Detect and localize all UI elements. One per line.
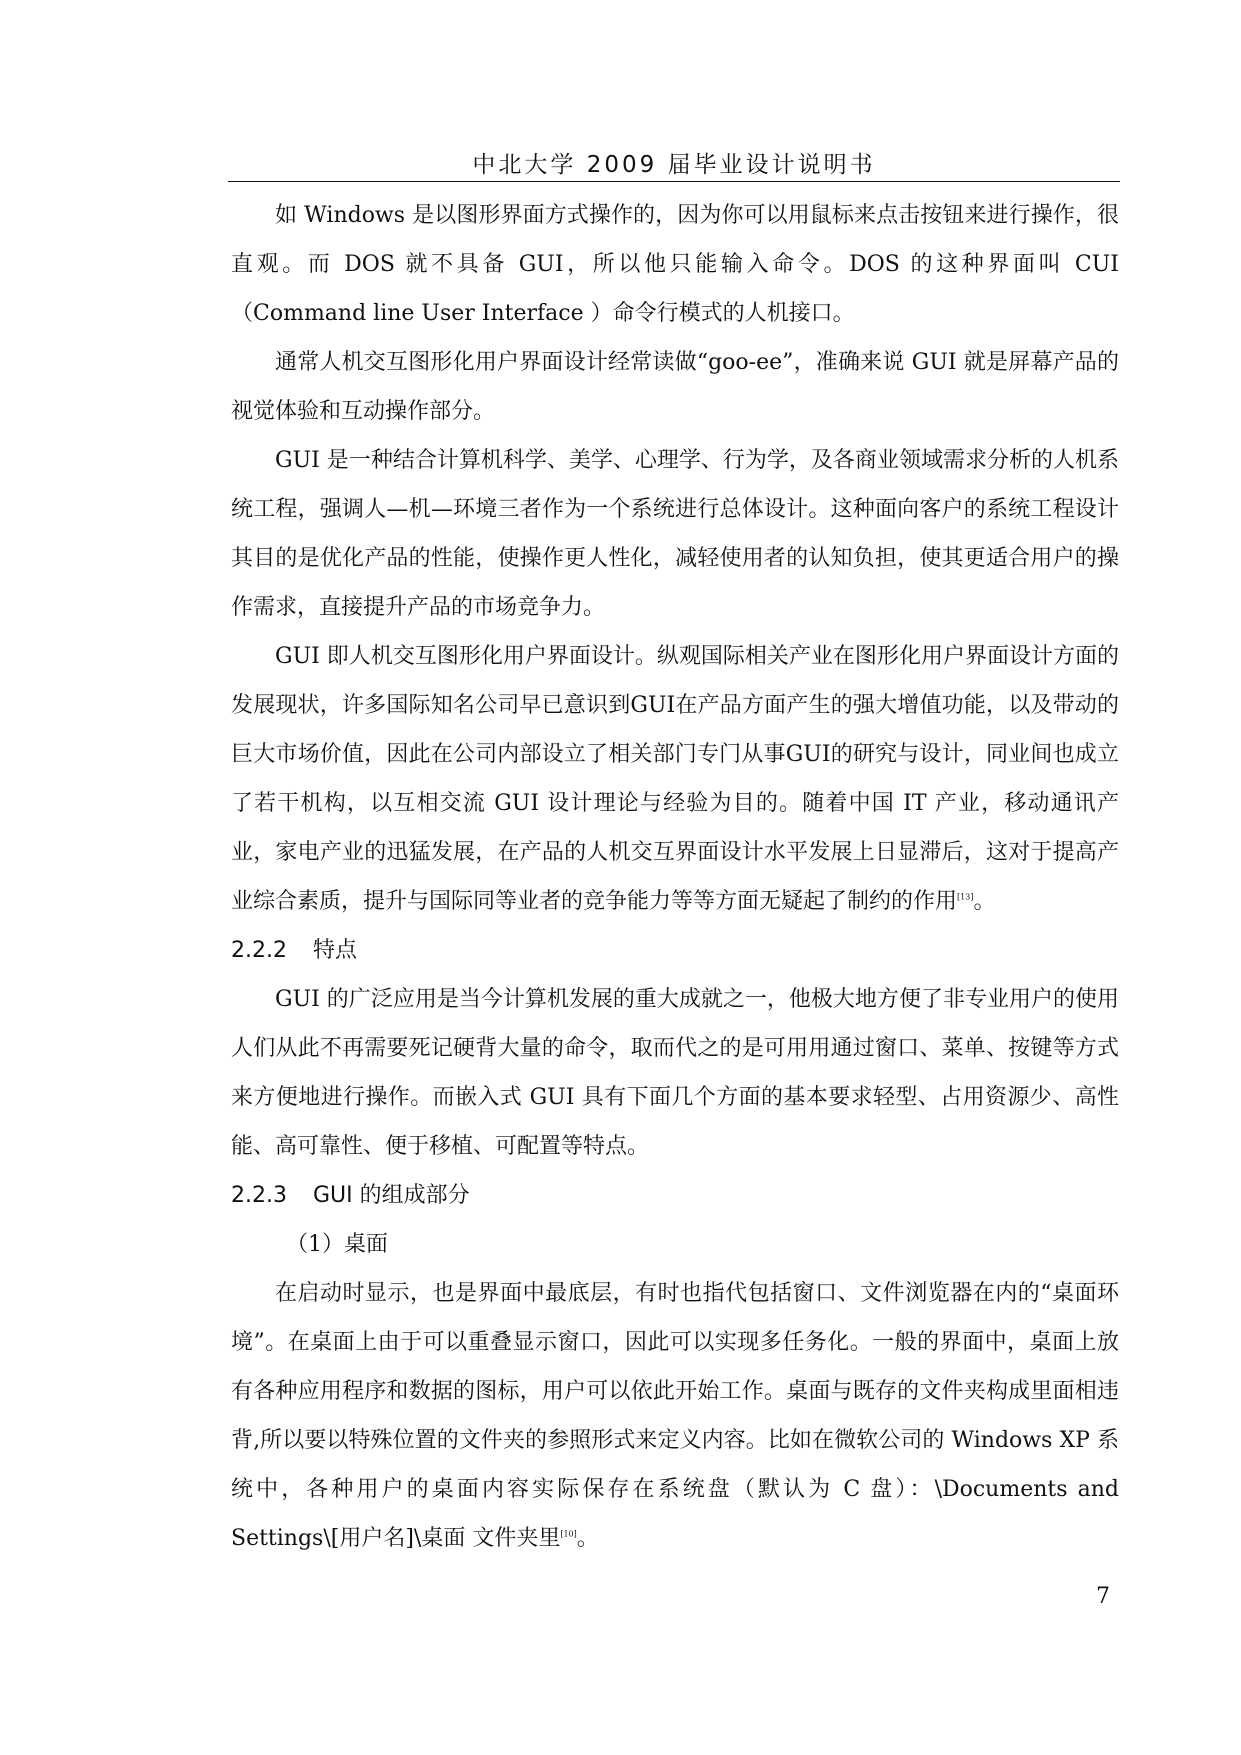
section-heading-2-2-3 bbox=[231, 1171, 1119, 1220]
page-number: 7 bbox=[1096, 1584, 1110, 1609]
paragraph-desktop-text: 在启动时显示，也是界面中最底层，有时也指代包括窗口、文件浏览器在内的“桌面环境”。在桌面上由于可以重叠显示窗口，因此可以实现多任务化。一般的界面中，桌面上放有各种应用程序和数据的图标，用户可以依此开始工作。桌面与既存的文件夹构成里面相违背,所以要以特殊位置的文件夹的参照形式来定义内容。比如在微软公司的 Windows XP 系统中，各种用户的桌面内容实际保存在系统盘（默认为 C 盘）：\Documents and Settings\[用户名]\桌面 文件夹里 bbox=[231, 1281, 1119, 1551]
paragraph-gui-definition: GUI 是一种结合计算机科学、美学、心理学、行为学，及各商业领域需求分析的人机系统工程，强调人—机—环境三者作为一个系统进行总体设计。这种面向客户的系统工程设计其目的是优化产品的性能，使操作更人性化，减轻使用者的认知负担，使其更适合用户的操作需求，直接提升产品的市场竞争力。 bbox=[231, 448, 1119, 620]
section-heading-2-2-2 bbox=[231, 926, 1119, 975]
citation-10: [10] bbox=[560, 1529, 577, 1539]
paragraph-windows-dos: 如 Windows 是以图形界面方式操作的，因为你可以用鼠标来点击按钮来进行操作，很直观。而 DOS 就不具备 GUI，所以他只能输入命令。DOS 的这种界面叫 CUI（Command line User Interface ）命令行模式的人机接口。 bbox=[231, 203, 1119, 326]
list-item-desktop: （1）桌面 bbox=[286, 1232, 388, 1257]
header-divider bbox=[228, 181, 1120, 182]
section-number: 2.2.2 bbox=[231, 938, 287, 963]
paragraph-gui-pronunciation: 通常人机交互图形化用户界面设计经常读做“goo-ee”，准确来说 GUI 就是屏幕产品的视觉体验和互动操作部分。 bbox=[231, 350, 1119, 424]
paragraph-gui-industry bbox=[231, 632, 1119, 926]
section-number: 2.2.3 bbox=[231, 1183, 287, 1208]
section-title: 特点 bbox=[312, 938, 357, 963]
citation-13: [13] bbox=[957, 892, 974, 902]
document-body bbox=[231, 191, 1119, 1563]
paragraph-gui-industry-end: 。 bbox=[973, 889, 996, 914]
section-title: GUI 的组成部分 bbox=[312, 1183, 470, 1208]
paragraph-gui-industry-text: GUI 即人机交互图形化用户界面设计。纵观国际相关产业在图形化用户界面设计方面的发展现状，许多国际知名公司早已意识到GUI在产品方面产生的强大增值功能，以及带动的巨大市场价值，因此在公司内部设立了相关部门专门从事GUI的研究与设计，同业间也成立了若干机构，以互相交流 GUI 设计理论与经验为目的。随着中国 IT 产业，移动通讯产业，家电产业的迅猛发展，在产品的人机交互界面设计水平发展上日显滞后，这对于提高产业综合素质，提升与国际同等业者的竞争能力等等方面无疑起了制约的作用 bbox=[231, 644, 1119, 914]
paragraph-gui-features: GUI 的广泛应用是当今计算机发展的重大成就之一，他极大地方便了非专业用户的使用人们从此不再需要死记硬背大量的命令，取而代之的是可用用通过窗口、菜单、按键等方式来方便地进行操作。而嵌入式 GUI 具有下面几个方面的基本要求轻型、占用资源少、高性能、高可靠性、便于移植、可配置等特点。 bbox=[231, 987, 1119, 1159]
paragraph-desktop-end: 。 bbox=[576, 1526, 599, 1551]
paragraph-desktop bbox=[231, 1269, 1119, 1563]
page-header-title: 中北大学 2009 届毕业设计说明书 bbox=[472, 152, 876, 178]
